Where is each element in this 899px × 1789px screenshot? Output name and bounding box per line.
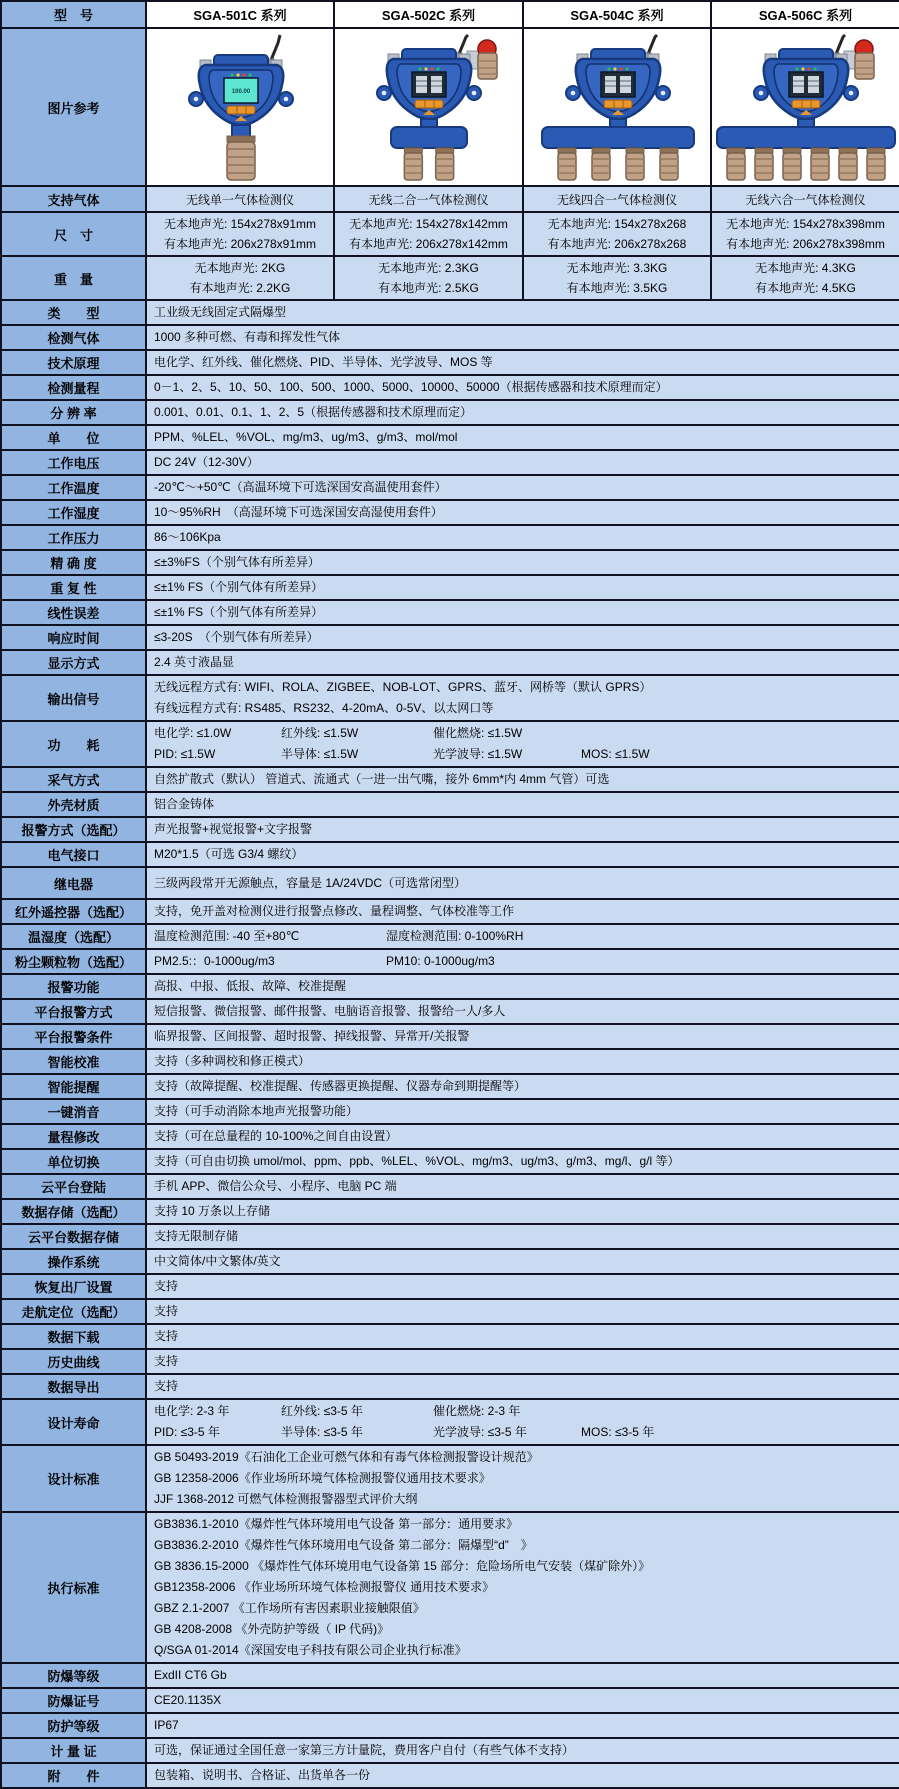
spec-row-20 [1,817,899,842]
svg-text:100.00: 100.00 [231,89,251,95]
spec-value-46 [146,1663,899,1688]
spec-label-31: 一键消音 [1,1099,146,1124]
spec-label-48: 防护等级 [1,1713,146,1738]
spec-value-2 [146,325,899,350]
spec-value-line: 支持 10 万条以上存储 [154,1204,271,1218]
spec-row-2 [1,325,899,350]
spec-label-22: 继电器 [1,867,146,899]
spec-value-17 [146,721,899,767]
spec-label-47: 防爆证号 [1,1688,146,1713]
spec-label-29: 智能校准 [1,1049,146,1074]
spec-row-7 [1,450,899,475]
spec-value-line: CE20.1135X [154,1693,222,1707]
spec-label-26: 报警功能 [1,974,146,999]
spec-value-line: 支持（可手动消除本地声光报警功能） [154,1104,359,1118]
spec-label-38: 恢复出厂设置 [1,1274,146,1299]
spec-row-27 [1,999,899,1024]
spec-row-30 [1,1074,899,1099]
spec-value-6 [146,425,899,450]
spec-value-line: Q/SGA 01-2014《深国安电子科技有限公司企业执行标准》 [154,1643,467,1657]
spec-value-33 [146,1149,899,1174]
spec-label-43: 设计寿命 [1,1399,146,1445]
spec-value-segment: 红外线: ≤3-5 年 [281,1404,363,1418]
spec-row-15 [1,650,899,675]
spec-row-17 [1,721,899,767]
spec-row-14 [1,625,899,650]
spec-row-39 [1,1299,899,1324]
spec-value-segment: 电化学: 2-3 年 [154,1404,230,1418]
spec-label-44: 设计标准 [1,1445,146,1512]
spec-label-42: 数据导出 [1,1374,146,1399]
spec-row-22 [1,867,899,899]
spec-label-9: 工作湿度 [1,500,146,525]
spec-row-50 [1,1763,899,1788]
weight-line: 无本地声光: 3.3KG [566,261,668,275]
spec-label-4: 检测量程 [1,375,146,400]
spec-row-6 [1,425,899,450]
spec-value-line: PPM、%LEL、%VOL、mg/m3、ug/m3、g/m3、mol/mol [154,430,458,444]
spec-label-6: 单 位 [1,425,146,450]
spec-value-line: M20*1.5（可选 G3/4 螺纹） [154,847,304,861]
supported-gas-row [1,186,899,212]
spec-value-line: 支持（故障提醒、校准提醒、传感器更换提醒、仪器寿命到期提醒等） [154,1079,527,1093]
spec-row-1 [1,300,899,325]
spec-label-45: 执行标准 [1,1512,146,1663]
spec-row-26 [1,974,899,999]
spec-value-segment: PM10: 0-1000ug/m3 [386,954,495,968]
spec-value-line: JJF 1368-2012 可燃气体检测报警器型式评价大纲 [154,1492,418,1506]
spec-label-12: 重 复 性 [1,575,146,600]
weight-line: 无本地声光: 2KG [194,261,286,275]
spec-row-4 [1,375,899,400]
weight-line: 有本地声光: 2.2KG [189,281,291,295]
spec-value-segment: PM2.5:：0-1000ug/m3 [154,954,275,968]
spec-value-line: 支持 [154,1379,179,1393]
spec-value-32 [146,1124,899,1149]
spec-row-3 [1,350,899,375]
spec-value-line: DC 24V（12-30V） [154,455,259,469]
weight-value-1 [146,256,334,300]
spec-value-41 [146,1349,899,1374]
spec-value-31 [146,1099,899,1124]
spec-value-line [154,744,892,765]
weight-line: 有本地声光: 3.5KG [566,281,668,295]
dimensions-value-2 [334,212,523,256]
spec-value-segment: MOS: ≤1.5W [581,747,650,761]
weight-row [1,256,899,300]
spec-row-43 [1,1399,899,1445]
spec-label-19: 外壳材质 [1,792,146,817]
spec-value-line: 高报、中报、低报、故障、校准提醒 [154,979,347,993]
spec-value-9 [146,500,899,525]
spec-value-line [154,723,892,744]
dimensions-value-4 [711,212,899,256]
spec-value-segment: PID: ≤3-5 年 [154,1425,220,1439]
spec-value-line: 支持（可在总量程的 10-100%之间自由设置） [154,1129,398,1143]
weight-line: 无本地声光: 2.3KG [378,261,479,275]
dimensions-label: 尺 寸 [1,212,146,256]
product-image-4 [711,28,899,186]
spec-value-22 [146,867,899,899]
spec-value-line [154,951,892,972]
spec-value-line: GB 12358-2006《作业场所环境气体检测报警仪通用技术要求》 [154,1471,491,1485]
spec-value-21 [146,842,899,867]
spec-label-2: 检测气体 [1,325,146,350]
spec-value-line [154,926,892,947]
spec-label-13: 线性误差 [1,600,146,625]
spec-value-line: 短信报警、微信报警、邮件报警、电脑语音报警、报警给一人/多人 [154,1004,506,1018]
spec-value-19 [146,792,899,817]
spec-value-line: 支持，免开盖对检测仪进行报警点修改、量程调整、气体校准等工作 [154,904,515,918]
spec-value-40 [146,1324,899,1349]
spec-value-5 [146,400,899,425]
spec-label-15: 显示方式 [1,650,146,675]
spec-row-49 [1,1738,899,1763]
spec-label-32: 量程修改 [1,1124,146,1149]
spec-value-13 [146,600,899,625]
spec-value-line: 临界报警、区间报警、超时报警、掉线报警、异常开/关报警 [154,1029,470,1043]
spec-value-35 [146,1199,899,1224]
spec-value-line: 铝合金铸体 [154,797,215,811]
supported-gas-value-4: 无线六合一气体检测仪 [711,186,899,212]
spec-value-line: GB12358-2006 《作业场所环境气体检测报警仪 通用技术要求》 [154,1580,495,1594]
spec-value-43 [146,1399,899,1445]
spec-row-48 [1,1713,899,1738]
spec-label-40: 数据下载 [1,1324,146,1349]
spec-value-line: 可选，保证通过全国任意一家第三方计量院，费用客户自付（有些气体不支持） [154,1743,575,1757]
spec-label-27: 平台报警方式 [1,999,146,1024]
spec-row-16 [1,675,899,721]
spec-value-line: 2.4 英寸液晶显 [154,655,235,669]
product-image-3 [523,28,711,186]
spec-value-line: 支持 [154,1329,179,1343]
spec-value-50 [146,1763,899,1788]
spec-value-15 [146,650,899,675]
spec-value-30 [146,1074,899,1099]
model-name-3: SGA-504C 系列 [523,1,711,28]
dimensions-line: 无本地声光: 154x278x91mm [163,217,317,231]
spec-label-25: 粉尘颗粒物（选配） [1,949,146,974]
spec-value-line: 1000 多种可燃、有毒和挥发性气体 [154,330,341,344]
supported-gas-value-3: 无线四合一气体检测仪 [523,186,711,212]
spec-value-line: 0.001、0.01、0.1、1、2、5（根据传感器和技术原理而定） [154,405,473,419]
spec-value-27 [146,999,899,1024]
spec-value-39 [146,1299,899,1324]
spec-label-21: 电气接口 [1,842,146,867]
image-row [1,28,899,186]
weight-line: 无本地声光: 4.3KG [755,261,856,275]
dimensions-line: 无本地声光: 154x278x398mm [726,217,885,231]
spec-value-line: 支持 [154,1279,179,1293]
spec-value-line: 有线远程方式有: RS485、RS232、4-20mA、0-5V、以太网口等 [154,701,494,715]
spec-label-1: 类 型 [1,300,146,325]
spec-row-5 [1,400,899,425]
spec-value-28 [146,1024,899,1049]
spec-value-16 [146,675,899,721]
spec-row-25 [1,949,899,974]
dimensions-row [1,212,899,256]
spec-label-8: 工作温度 [1,475,146,500]
weight-line: 有本地声光: 4.5KG [755,281,856,295]
spec-value-segment: 半导体: ≤1.5W [281,747,359,761]
model-name-1: SGA-501C 系列 [146,1,334,28]
dimensions-line: 有本地声光: 206x278x91mm [163,237,317,251]
spec-value-segment: 光学波导: ≤1.5W [433,747,523,761]
spec-value-segment: PID: ≤1.5W [154,747,216,761]
spec-value-line: IP67 [154,1718,179,1732]
spec-value-24 [146,924,899,949]
spec-value-line: 无线远程方式有: WIFI、ROLA、ZIGBEE、NOB-LOT、GPRS、蓝牙、网桥等（默认 GPRS） [154,680,652,694]
spec-value-line: 电化学、红外线、催化燃烧、PID、半导体、光学波导、MOS 等 [154,355,493,369]
spec-value-line: 支持无限制存储 [154,1229,239,1243]
spec-row-40 [1,1324,899,1349]
spec-row-37 [1,1249,899,1274]
spec-row-47 [1,1688,899,1713]
spec-value-line: ≤3-20S （个别气体有所差异） [154,630,319,644]
spec-value-segment: MOS: ≤3-5 年 [581,1425,655,1439]
spec-label-46: 防爆等级 [1,1663,146,1688]
spec-value-line: 三级两段常开无源触点，容量是 1A/24VDC（可选常闭型） [154,875,467,890]
spec-value-36 [146,1224,899,1249]
spec-value-line: GB 50493-2019《石油化工企业可燃气体和有毒气体检测报警设计规范》 [154,1450,539,1464]
spec-value-12 [146,575,899,600]
spec-value-segment: 光学波导: ≤3-5 年 [433,1425,527,1439]
weight-value-3 [523,256,711,300]
spec-value-45 [146,1512,899,1663]
spec-row-36 [1,1224,899,1249]
spec-value-line: 86～106Kpa [154,530,221,544]
spec-value-segment: 催化燃烧: 2-3 年 [433,1404,521,1418]
spec-value-line: GB3836.2-2010《爆炸性气体环境用电气设备 第二部分：隔爆型“d” 》 [154,1538,533,1552]
spec-value-1 [146,300,899,325]
spec-value-34 [146,1174,899,1199]
spec-row-46 [1,1663,899,1688]
spec-value-line: 包装箱、说明书、合格证、出货单各一份 [154,1768,371,1782]
dimensions-line: 无本地声光: 154x278x268 [547,217,687,231]
spec-value-20 [146,817,899,842]
spec-row-32 [1,1124,899,1149]
supported-gas-value-2: 无线二合一气体检测仪 [334,186,523,212]
spec-row-28 [1,1024,899,1049]
spec-row-19 [1,792,899,817]
spec-table-body [1,1,899,1788]
model-name-4: SGA-506C 系列 [711,1,899,28]
dimensions-line: 有本地声光: 206x278x398mm [726,237,885,251]
spec-row-33 [1,1149,899,1174]
spec-value-line: 工业级无线固定式隔爆型 [154,305,287,319]
spec-row-31 [1,1099,899,1124]
spec-value-48 [146,1713,899,1738]
spec-value-line: ≤±1% FS（个别气体有所差异） [154,580,324,594]
spec-value-42 [146,1374,899,1399]
spec-value-line: GB 3836.15-2000 《爆炸性气体环境用电气设备第 15 部分：危险场所电气安装（煤矿除外）》 [154,1559,651,1573]
spec-value-line: 中文简体/中文繁体/英文 [154,1254,281,1268]
wireless-2in1-gas-detector-illustration [335,29,523,185]
spec-value-23 [146,899,899,924]
spec-label-7: 工作电压 [1,450,146,475]
weight-value-2 [334,256,523,300]
product-image-2 [334,28,523,186]
spec-label-30: 智能提醒 [1,1074,146,1099]
spec-label-23: 红外遥控器（选配） [1,899,146,924]
spec-value-37 [146,1249,899,1274]
spec-value-line: 声光报警+视觉报警+文字报警 [154,822,313,836]
spec-value-29 [146,1049,899,1074]
wireless-single-gas-detector-illustration [147,29,334,185]
spec-value-25 [146,949,899,974]
spec-value-line: 10～95%RH （高湿环境下可选深国安高湿使用套件） [154,505,443,519]
dimensions-value-1 [146,212,334,256]
model-name-2: SGA-502C 系列 [334,1,523,28]
spec-value-line: 支持 [154,1304,179,1318]
dimensions-line: 无本地声光: 154x278x142mm [349,217,508,231]
spec-row-8 [1,475,899,500]
spec-value-line: 手机 APP、微信公众号、小程序、电脑 PC 端 [154,1179,397,1193]
spec-value-line [154,1422,892,1443]
spec-value-line: GBZ 2.1-2007 《工作场所有害因素职业接触限值》 [154,1601,425,1615]
spec-row-18 [1,767,899,792]
spec-label-34: 云平台登陆 [1,1174,146,1199]
spec-label-33: 单位切换 [1,1149,146,1174]
dimensions-value-3 [523,212,711,256]
spec-row-13 [1,600,899,625]
spec-value-line: GB3836.1-2010《爆炸性气体环境用电气设备 第一部分：通用要求》 [154,1517,519,1531]
spec-value-line: 支持（可自由切换 umol/mol、ppm、ppb、%LEL、%VOL、mg/m3、ug/m3、g/m3、mg/l、g/l 等） [154,1154,680,1168]
spec-row-34 [1,1174,899,1199]
wireless-6in1-gas-detector-illustration [712,29,899,185]
spec-value-line: ExdII CT6 Gb [154,1668,227,1682]
spec-value-segment: 半导体: ≤3-5 年 [281,1425,363,1439]
spec-value-3 [146,350,899,375]
spec-value-segment: 电化学: ≤1.0W [154,726,232,740]
spec-value-14 [146,625,899,650]
spec-value-segment: 温度检测范围: -40 至+80℃ [154,929,300,943]
spec-value-line: ≤±1% FS（个别气体有所差异） [154,605,324,619]
spec-row-12 [1,575,899,600]
spec-value-line: 0－1、2、5、10、50、100、500、1000、5000、10000、50000（根据传感器和技术原理而定） [154,380,668,394]
spec-row-9 [1,500,899,525]
weight-value-4 [711,256,899,300]
spec-value-44 [146,1445,899,1512]
spec-row-23 [1,899,899,924]
spec-value-line: -20℃～+50℃（高温环境下可选深国安高温使用套件） [154,480,447,494]
spec-label-39: 走航定位（选配） [1,1299,146,1324]
spec-label-5: 分 辨 率 [1,400,146,425]
product-image-1 [146,28,334,186]
spec-label-37: 操作系统 [1,1249,146,1274]
spec-label-14: 响应时间 [1,625,146,650]
spec-value-49 [146,1738,899,1763]
spec-value-line [154,1401,892,1422]
spec-value-38 [146,1274,899,1299]
spec-label-36: 云平台数据存储 [1,1224,146,1249]
spec-row-21 [1,842,899,867]
supported-gas-label: 支持气体 [1,186,146,212]
image-row-label: 图片参考 [1,28,146,186]
spec-value-line: 自然扩散式（默认） 管道式、流通式（一进一出气嘴，接外 6mm*内 4mm 气管）可选 [154,772,610,786]
spec-value-47 [146,1688,899,1713]
spec-label-11: 精 确 度 [1,550,146,575]
spec-label-17: 功 耗 [1,721,146,767]
spec-label-41: 历史曲线 [1,1349,146,1374]
spec-label-20: 报警方式（选配） [1,817,146,842]
spec-label-3: 技术原理 [1,350,146,375]
spec-value-10 [146,525,899,550]
spec-value-segment: 红外线: ≤1.5W [281,726,359,740]
spec-label-18: 采气方式 [1,767,146,792]
model-row-label: 型 号 [1,1,146,28]
spec-row-10 [1,525,899,550]
spec-row-44 [1,1445,899,1512]
dimensions-line: 有本地声光: 206x278x142mm [349,237,508,251]
spec-value-line: ≤±3%FS（个别气体有所差异） [154,555,320,569]
spec-row-45 [1,1512,899,1663]
spec-row-29 [1,1049,899,1074]
spec-row-35 [1,1199,899,1224]
spec-value-18 [146,767,899,792]
spec-label-28: 平台报警条件 [1,1024,146,1049]
spec-value-26 [146,974,899,999]
spec-value-11 [146,550,899,575]
spec-value-7 [146,450,899,475]
spec-value-line: 支持 [154,1354,179,1368]
spec-value-line: 支持（多种调校和修正模式） [154,1054,311,1068]
dimensions-line: 有本地声光: 206x278x268 [547,237,687,251]
wireless-4in1-gas-detector-illustration [524,29,711,185]
spec-value-line: GB 4208-2008 《外壳防护等级（ IP 代码)》 [154,1622,390,1636]
spec-label-49: 计 量 证 [1,1738,146,1763]
weight-line: 有本地声光: 2.5KG [378,281,479,295]
spec-value-segment: 湿度检测范围: 0-100%RH [386,929,524,943]
header-row [1,1,899,28]
spec-value-4 [146,375,899,400]
spec-value-8 [146,475,899,500]
spec-label-16: 输出信号 [1,675,146,721]
spec-row-24 [1,924,899,949]
weight-label: 重 量 [1,256,146,300]
supported-gas-value-1: 无线单一气体检测仪 [146,186,334,212]
spec-label-35: 数据存储（选配） [1,1199,146,1224]
spec-row-38 [1,1274,899,1299]
spec-row-41 [1,1349,899,1374]
spec-value-segment: 催化燃烧: ≤1.5W [433,726,523,740]
spec-label-24: 温湿度（选配） [1,924,146,949]
spec-label-50: 附 件 [1,1763,146,1788]
spec-row-11 [1,550,899,575]
spec-row-42 [1,1374,899,1399]
spec-label-10: 工作压力 [1,525,146,550]
